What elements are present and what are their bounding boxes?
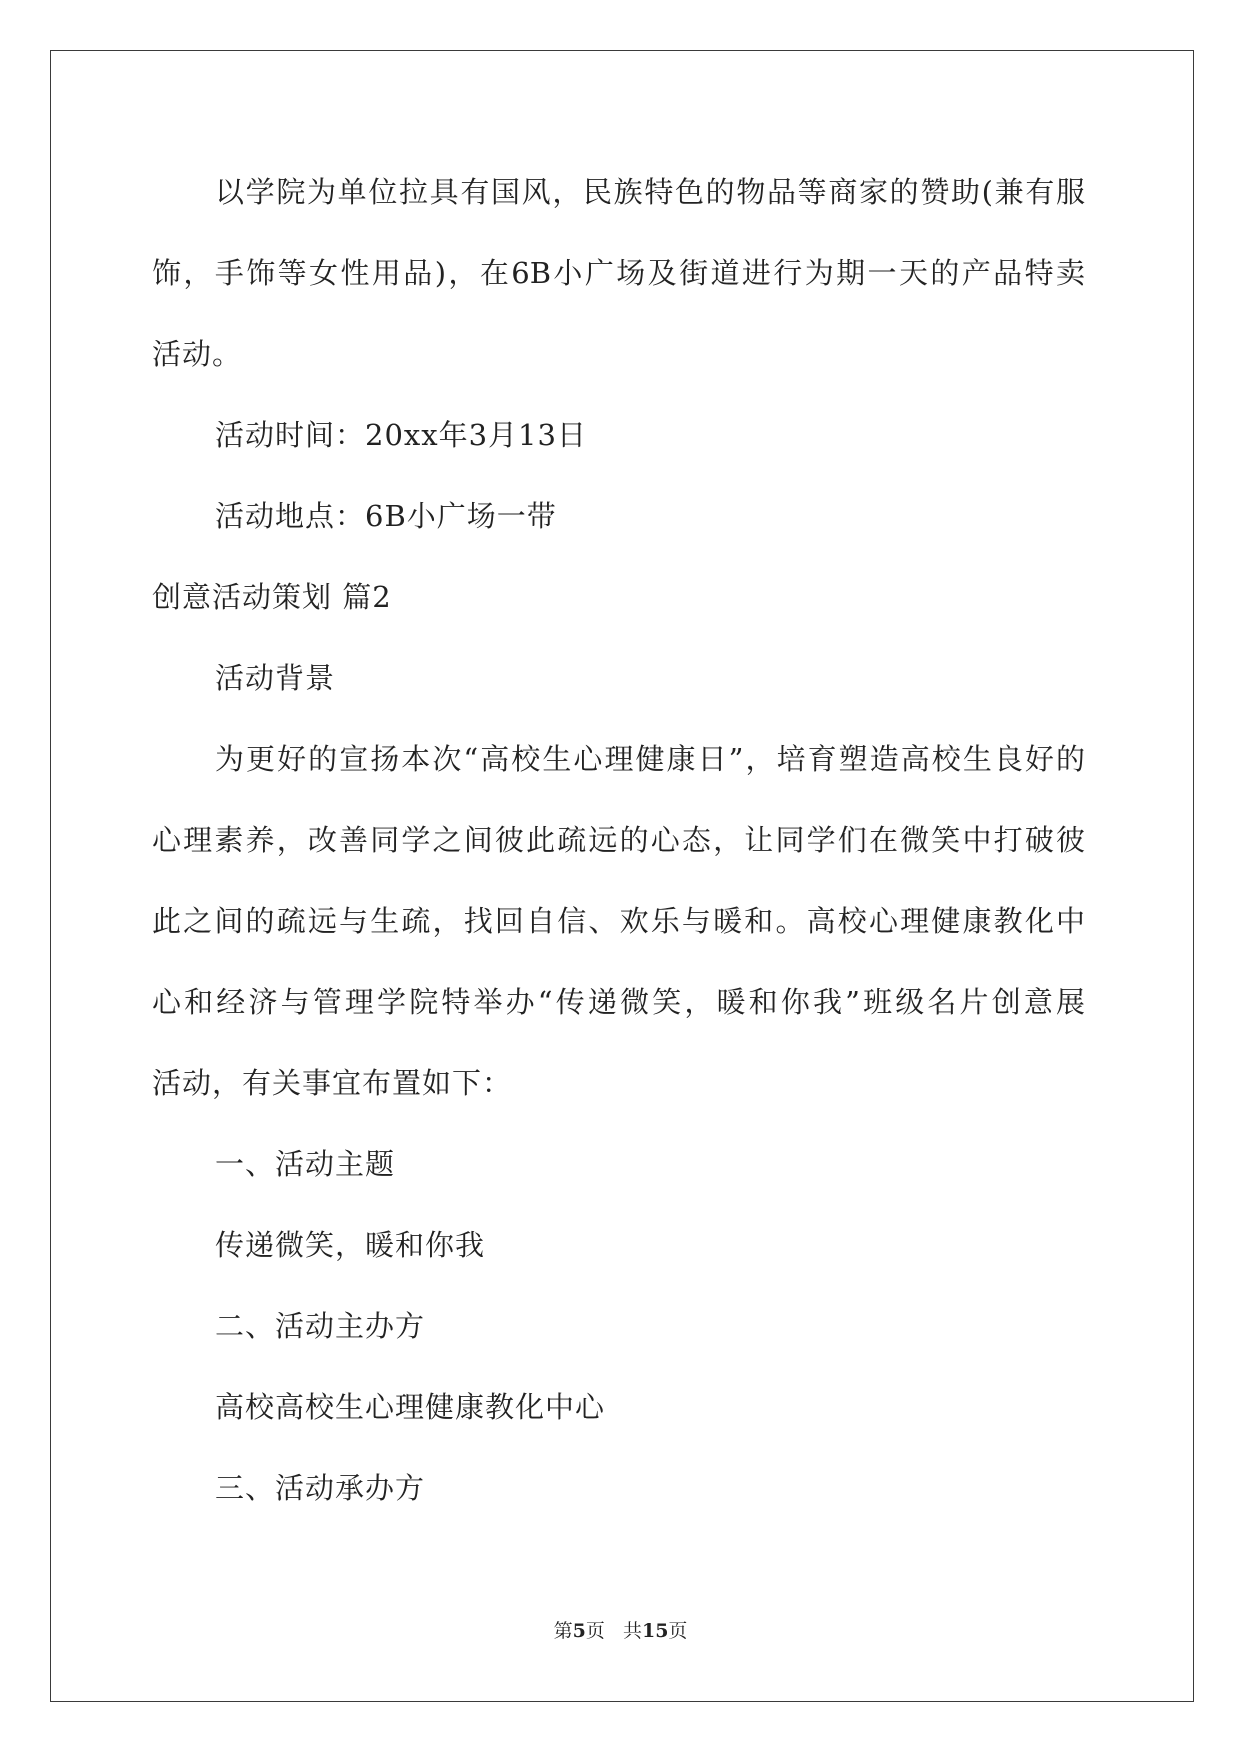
paragraph-line-8: 活动，有关事宜布置如下： xyxy=(152,1066,513,1100)
footer-total-prefix: 共 xyxy=(622,1620,642,1642)
paragraph-line-7: 心和经济与管理学院特举办“传递微笑，暖和你我”班级名片创意展 xyxy=(152,985,1085,1019)
paragraph-line-2: 饰，手饰等女性用品)，在6B小广场及街道进行为期一天的产品特卖 xyxy=(152,256,1085,290)
activity-time: 活动时间：20xx年3月13日 xyxy=(215,418,587,452)
page-border xyxy=(50,50,1194,1702)
paragraph-line-4: 为更好的宣扬本次“高校生心理健康日”，培育塑造高校生良好的 xyxy=(215,742,1085,776)
footer-total-pages: 15 xyxy=(641,1620,669,1642)
section-heading: 创意活动策划 篇2 xyxy=(152,580,392,614)
activity-location: 活动地点：6B小广场一带 xyxy=(215,499,557,533)
item-heading-organizer: 二、活动主办方 xyxy=(215,1309,426,1343)
footer-page-number: 5 xyxy=(572,1620,586,1642)
paragraph-line-5: 心理素养，改善同学之间彼此疏远的心态，让同学们在微笑中打破彼 xyxy=(152,823,1085,857)
item-heading-undertaker: 三、活动承办方 xyxy=(215,1471,426,1505)
footer-prefix: 第 xyxy=(553,1620,573,1642)
paragraph-line-6: 此之间的疏远与生疏，找回自信、欢乐与暖和。高校心理健康教化中 xyxy=(152,904,1085,938)
item-value-theme: 传递微笑，暖和你我 xyxy=(215,1228,486,1262)
paragraph-line-3: 活动。 xyxy=(152,337,243,371)
page-footer xyxy=(0,1616,1241,1643)
subheading-background: 活动背景 xyxy=(215,661,336,695)
item-value-organizer: 高校高校生心理健康教化中心 xyxy=(215,1390,606,1424)
item-heading-theme: 一、活动主题 xyxy=(215,1147,396,1181)
footer-page-unit: 页 xyxy=(585,1620,605,1642)
paragraph-line-1: 以学院为单位拉具有国风，民族特色的物品等商家的赞助(兼有服 xyxy=(215,175,1085,209)
footer-total-unit: 页 xyxy=(668,1620,688,1642)
